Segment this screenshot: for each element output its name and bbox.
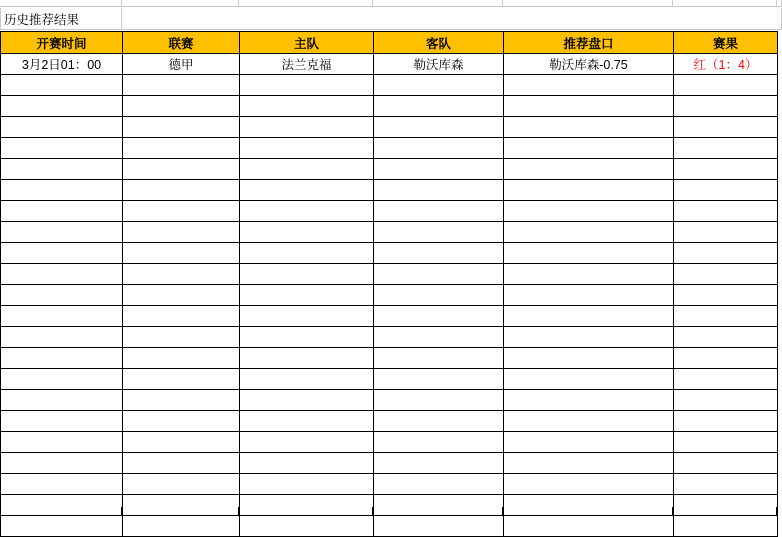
top-partial-cell [0, 0, 122, 7]
cell-empty[interactable] [674, 285, 778, 306]
table-row[interactable] [1, 75, 778, 96]
cell-empty[interactable] [240, 96, 374, 117]
cell-empty[interactable] [123, 306, 240, 327]
table-row[interactable] [1, 96, 778, 117]
bottom-partial-cell [0, 507, 122, 515]
title-row-filler-cell[interactable] [122, 8, 782, 29]
cell-empty[interactable] [123, 243, 240, 264]
cell-empty[interactable] [504, 306, 674, 327]
cell-empty[interactable] [374, 306, 504, 327]
cell-empty[interactable] [240, 327, 374, 348]
cell-empty[interactable] [374, 474, 504, 495]
cell-empty[interactable] [240, 201, 374, 222]
top-partial-cell [239, 0, 373, 7]
cell-empty[interactable] [504, 390, 674, 411]
cell-empty[interactable] [674, 201, 778, 222]
table-row[interactable] [1, 432, 778, 453]
table-row[interactable] [1, 474, 778, 495]
cell-empty[interactable] [1, 432, 123, 453]
cell-empty[interactable] [123, 117, 240, 138]
cell-empty[interactable] [123, 264, 240, 285]
cell-empty[interactable] [374, 348, 504, 369]
cell-empty[interactable] [1, 369, 123, 390]
cell-empty[interactable] [504, 117, 674, 138]
top-partial-cell [503, 0, 673, 7]
column-header-league[interactable]: 联赛 [123, 32, 240, 54]
table-row[interactable] [1, 159, 778, 180]
cell-empty[interactable] [674, 75, 778, 96]
cell-empty[interactable] [504, 201, 674, 222]
cell-empty[interactable] [504, 432, 674, 453]
cell-empty[interactable] [240, 285, 374, 306]
table-row[interactable] [1, 54, 778, 75]
cell-empty[interactable] [240, 75, 374, 96]
cell-empty[interactable] [374, 432, 504, 453]
cell-empty[interactable] [1, 390, 123, 411]
cell-empty[interactable] [123, 453, 240, 474]
top-partial-row [0, 0, 782, 8]
cell-empty[interactable] [374, 516, 504, 537]
cell-empty[interactable] [1, 411, 123, 432]
cell-empty[interactable] [374, 390, 504, 411]
cell-empty[interactable] [1, 243, 123, 264]
cell-empty[interactable] [674, 348, 778, 369]
cell-empty[interactable] [1, 453, 123, 474]
top-partial-cell [122, 0, 239, 7]
cell-empty[interactable] [240, 180, 374, 201]
cell-empty[interactable] [374, 75, 504, 96]
cell-empty[interactable] [504, 159, 674, 180]
cell-empty[interactable] [240, 453, 374, 474]
cell-empty[interactable] [674, 474, 778, 495]
cell-empty[interactable] [1, 264, 123, 285]
cell-league[interactable]: 德甲 [123, 54, 240, 75]
table-row[interactable] [1, 180, 778, 201]
column-header-away-team[interactable]: 客队 [374, 32, 504, 54]
cell-empty[interactable] [123, 369, 240, 390]
table-row[interactable] [1, 348, 778, 369]
table-row[interactable] [1, 453, 778, 474]
cell-kickoff-time[interactable]: 3月2日01：00 [1, 54, 123, 75]
cell-empty[interactable] [504, 264, 674, 285]
table-row[interactable] [1, 243, 778, 264]
cell-empty[interactable] [1, 96, 123, 117]
bottom-partial-cell [122, 507, 239, 515]
cell-empty[interactable] [674, 432, 778, 453]
cell-empty[interactable] [674, 390, 778, 411]
cell-empty[interactable] [374, 138, 504, 159]
bottom-partial-row [0, 507, 777, 515]
cell-empty[interactable] [504, 453, 674, 474]
cell-empty[interactable] [240, 222, 374, 243]
cell-empty[interactable] [123, 474, 240, 495]
cell-empty[interactable] [674, 516, 778, 537]
cell-empty[interactable] [374, 117, 504, 138]
column-header-recommendation[interactable]: 推荐盘口 [504, 32, 674, 54]
cell-empty[interactable] [1, 117, 123, 138]
bottom-partial-cell [239, 507, 373, 515]
table-header [1, 32, 778, 54]
table-row[interactable] [1, 264, 778, 285]
top-partial-cell [777, 0, 782, 7]
cell-empty[interactable] [674, 222, 778, 243]
cell-empty[interactable] [674, 369, 778, 390]
cell-empty[interactable] [240, 411, 374, 432]
cell-empty[interactable] [123, 411, 240, 432]
cell-empty[interactable] [123, 327, 240, 348]
table-row[interactable] [1, 222, 778, 243]
cell-empty[interactable] [123, 75, 240, 96]
cell-away-team[interactable]: 勒沃库森 [374, 54, 504, 75]
cell-empty[interactable] [240, 390, 374, 411]
cell-empty[interactable] [374, 180, 504, 201]
cell-empty[interactable] [240, 159, 374, 180]
cell-empty[interactable] [504, 474, 674, 495]
cell-empty[interactable] [123, 138, 240, 159]
bottom-partial-cell [503, 507, 673, 515]
table-row[interactable] [1, 306, 778, 327]
cell-empty[interactable] [504, 348, 674, 369]
cell-empty[interactable] [674, 138, 778, 159]
cell-empty[interactable] [374, 264, 504, 285]
cell-empty[interactable] [123, 201, 240, 222]
cell-empty[interactable] [1, 138, 123, 159]
cell-empty[interactable] [123, 432, 240, 453]
cell-empty[interactable] [123, 285, 240, 306]
cell-empty[interactable] [674, 411, 778, 432]
cell-empty[interactable] [123, 180, 240, 201]
column-header-kickoff-time[interactable]: 开赛时间 [1, 32, 123, 54]
cell-empty[interactable] [504, 96, 674, 117]
cell-empty[interactable] [504, 180, 674, 201]
cell-empty[interactable] [674, 180, 778, 201]
cell-empty[interactable] [674, 327, 778, 348]
cell-empty[interactable] [240, 264, 374, 285]
column-header-home-team[interactable]: 主队 [240, 32, 374, 54]
top-partial-cell [673, 0, 777, 7]
cell-empty[interactable] [1, 516, 123, 537]
cell-empty[interactable] [240, 516, 374, 537]
table-row[interactable] [1, 411, 778, 432]
cell-empty[interactable] [1, 159, 123, 180]
bottom-partial-cell [373, 507, 503, 515]
cell-empty[interactable] [374, 243, 504, 264]
cell-empty[interactable] [504, 327, 674, 348]
cell-empty[interactable] [1, 327, 123, 348]
cell-empty[interactable] [1, 75, 123, 96]
cell-empty[interactable] [1, 180, 123, 201]
table-body [1, 54, 778, 537]
cell-home-team[interactable]: 法兰克福 [240, 54, 374, 75]
cell-empty[interactable] [374, 159, 504, 180]
table-row[interactable] [1, 285, 778, 306]
cell-empty[interactable] [674, 96, 778, 117]
header-row [1, 32, 778, 54]
cell-empty[interactable] [240, 138, 374, 159]
cell-empty[interactable] [674, 243, 778, 264]
cell-empty[interactable] [240, 474, 374, 495]
page-title[interactable]: 历史推荐结果 [0, 8, 122, 29]
top-partial-cell [373, 0, 503, 7]
table-row[interactable] [1, 369, 778, 390]
recommendations-table [0, 31, 778, 537]
cell-empty[interactable] [374, 369, 504, 390]
cell-empty[interactable] [374, 327, 504, 348]
cell-empty[interactable] [240, 306, 374, 327]
cell-empty[interactable] [674, 306, 778, 327]
cell-empty[interactable] [504, 516, 674, 537]
cell-empty[interactable] [1, 474, 123, 495]
cell-recommendation[interactable]: 勒沃库森-0.75 [504, 54, 674, 75]
cell-empty[interactable] [674, 453, 778, 474]
cell-empty[interactable] [240, 369, 374, 390]
cell-empty[interactable] [123, 222, 240, 243]
cell-empty[interactable] [504, 75, 674, 96]
cell-empty[interactable] [374, 411, 504, 432]
cell-empty[interactable] [504, 411, 674, 432]
cell-result[interactable]: 红（1：4） [674, 54, 778, 75]
cell-empty[interactable] [674, 117, 778, 138]
table-row[interactable] [1, 201, 778, 222]
cell-empty[interactable] [1, 222, 123, 243]
cell-empty[interactable] [123, 516, 240, 537]
cell-empty[interactable] [374, 201, 504, 222]
cell-empty[interactable] [240, 432, 374, 453]
cell-empty[interactable] [504, 369, 674, 390]
cell-empty[interactable] [504, 222, 674, 243]
cell-empty[interactable] [240, 243, 374, 264]
cell-empty[interactable] [504, 138, 674, 159]
cell-empty[interactable] [1, 285, 123, 306]
cell-empty[interactable] [504, 285, 674, 306]
cell-empty[interactable] [240, 117, 374, 138]
cell-empty[interactable] [123, 96, 240, 117]
table-row[interactable] [1, 516, 778, 537]
cell-empty[interactable] [374, 96, 504, 117]
cell-empty[interactable] [374, 285, 504, 306]
cell-empty[interactable] [374, 453, 504, 474]
bottom-partial-cell [673, 507, 777, 515]
cell-empty[interactable] [1, 201, 123, 222]
table-row[interactable] [1, 117, 778, 138]
cell-empty[interactable] [123, 390, 240, 411]
table-row[interactable] [1, 138, 778, 159]
column-header-result[interactable]: 赛果 [674, 32, 778, 54]
title-row [0, 8, 782, 30]
cell-empty[interactable] [674, 159, 778, 180]
cell-empty[interactable] [240, 348, 374, 369]
cell-empty[interactable] [1, 306, 123, 327]
cell-empty[interactable] [374, 222, 504, 243]
cell-empty[interactable] [1, 348, 123, 369]
table-row[interactable] [1, 327, 778, 348]
cell-empty[interactable] [123, 348, 240, 369]
cell-empty[interactable] [504, 243, 674, 264]
table-row[interactable] [1, 390, 778, 411]
cell-empty[interactable] [674, 264, 778, 285]
cell-empty[interactable] [123, 159, 240, 180]
